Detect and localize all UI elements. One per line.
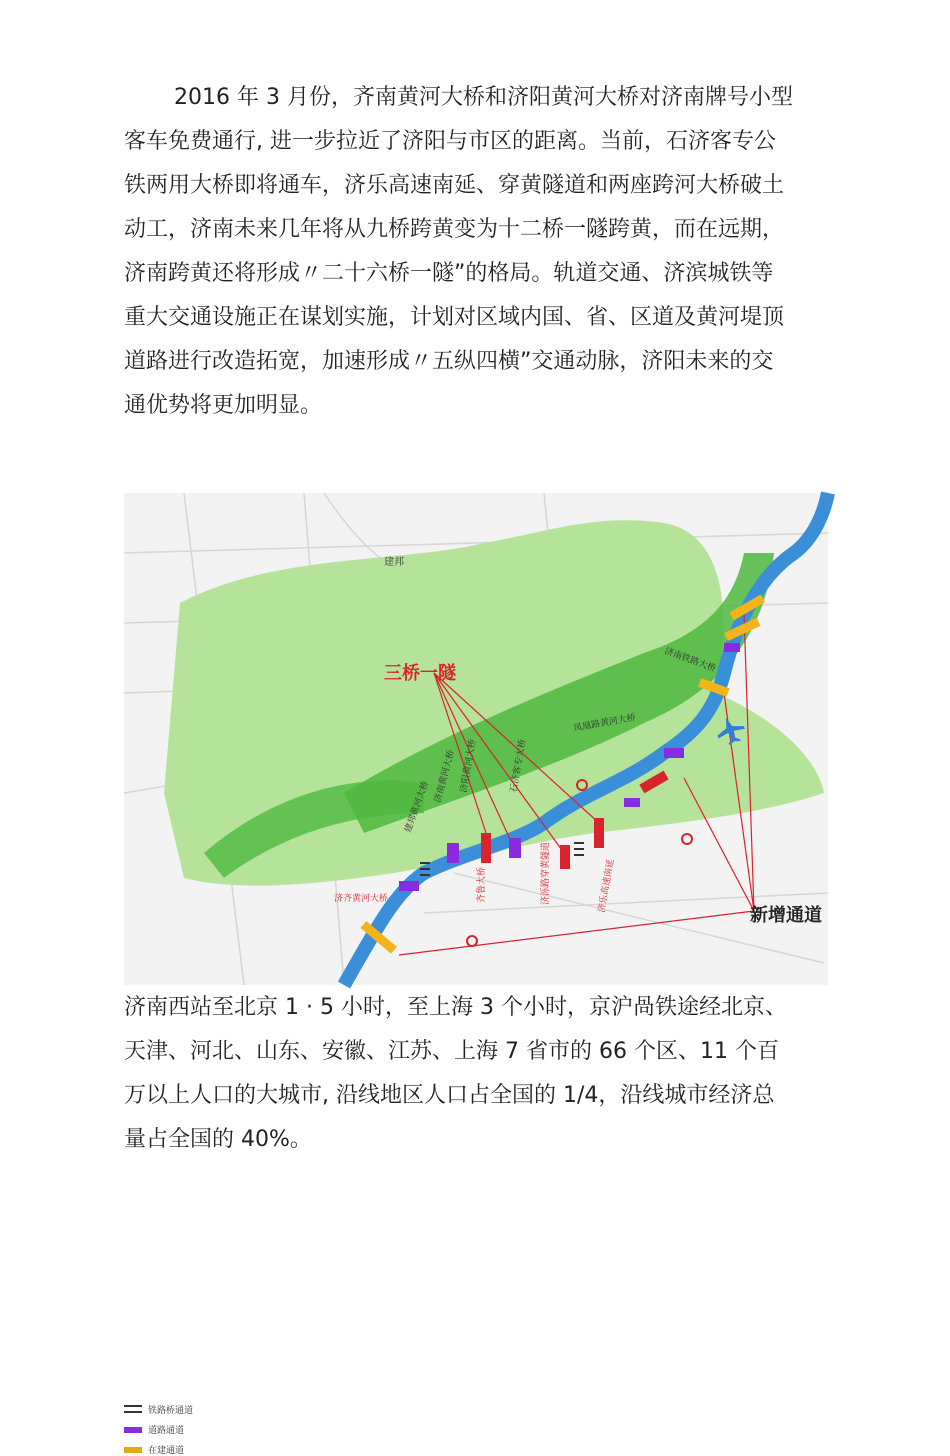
body-paragraph bbox=[124, 986, 830, 1162]
text-line: 动工，济南未来几年将从九桥跨黄变为十二桥一隧跨黄，而在远期， bbox=[124, 217, 785, 242]
text-line: 量占全国的 40%。 bbox=[124, 1127, 312, 1152]
rail-legend-icon bbox=[124, 1405, 142, 1413]
bridge-label: 石济客专大桥 bbox=[509, 738, 529, 794]
legend-item: 铁路桥通道 bbox=[124, 1403, 193, 1416]
map-graphic bbox=[124, 493, 828, 985]
text-line: 济南西站至北京 1 · 5 小时，至上海 3 个小时，京沪咼铁途经北京、 bbox=[124, 995, 787, 1020]
bridge-label: 齐鲁大桥 bbox=[477, 866, 487, 903]
bridge-label: 凤凰路黄河大桥 bbox=[572, 713, 637, 734]
bridge-label: 济阳黄河大桥 bbox=[459, 738, 479, 794]
text-line: 2016 年 3 月份，齐南黄河大桥和济阳黄河大桥对济南牌号小型 bbox=[174, 85, 793, 110]
bridge-label: 济乐高速南延 bbox=[597, 858, 617, 914]
text-line: 客车免费通行, 进一步拉近了济阳与市区的距离。当前，石济客专公 bbox=[124, 129, 776, 154]
text-line: 万以上人口的大城市, 沿线地区人口占全国的 1/4，沿线城市经济总 bbox=[124, 1083, 775, 1108]
map-label-top: 建邦 bbox=[384, 557, 404, 568]
text-line: 天津、河北、山东、安徽、江苏、上海 7 省市的 66 个区、11 个百 bbox=[124, 1039, 779, 1064]
bridge-label: 济南铁路大桥 bbox=[662, 646, 718, 675]
legend-item: 道路通道 bbox=[124, 1423, 184, 1436]
bridge-label: 济南黄河大桥 bbox=[433, 749, 457, 804]
road-legend-icon bbox=[124, 1427, 142, 1433]
text-line: 通优势将更加明显。 bbox=[124, 393, 323, 418]
legend-item: 在建通道 bbox=[124, 1443, 184, 1456]
text-line: 济南跨黄还将形成〃二十六桥一隧”的格局。轨道交通、济滨城铁等 bbox=[124, 261, 774, 286]
bridge-label: 建邦黄河大桥 bbox=[403, 779, 432, 835]
callout-right-label: 新增通道 bbox=[750, 905, 822, 926]
callout-left-label: 三桥一隧 bbox=[384, 663, 456, 684]
intro-paragraph bbox=[124, 76, 830, 428]
bridge-label: 济齐黄河大桥 bbox=[334, 894, 389, 904]
text-line: 道路进行改造拓宽，加速形成〃五纵四横”交通动脉，济阳未来的交 bbox=[124, 349, 774, 374]
text-line: 重大交通设施正在谋划实施，计划对区域内国、省、区道及黄河堤顶 bbox=[124, 305, 785, 330]
planned-legend-icon bbox=[124, 1447, 142, 1453]
bridge-label: 济泺路穿黄隧道 bbox=[541, 841, 551, 905]
text-line: 铁两用大桥即将通车，济乐高速南延、穿黄隧道和两座跨河大桥破土 bbox=[124, 173, 785, 198]
